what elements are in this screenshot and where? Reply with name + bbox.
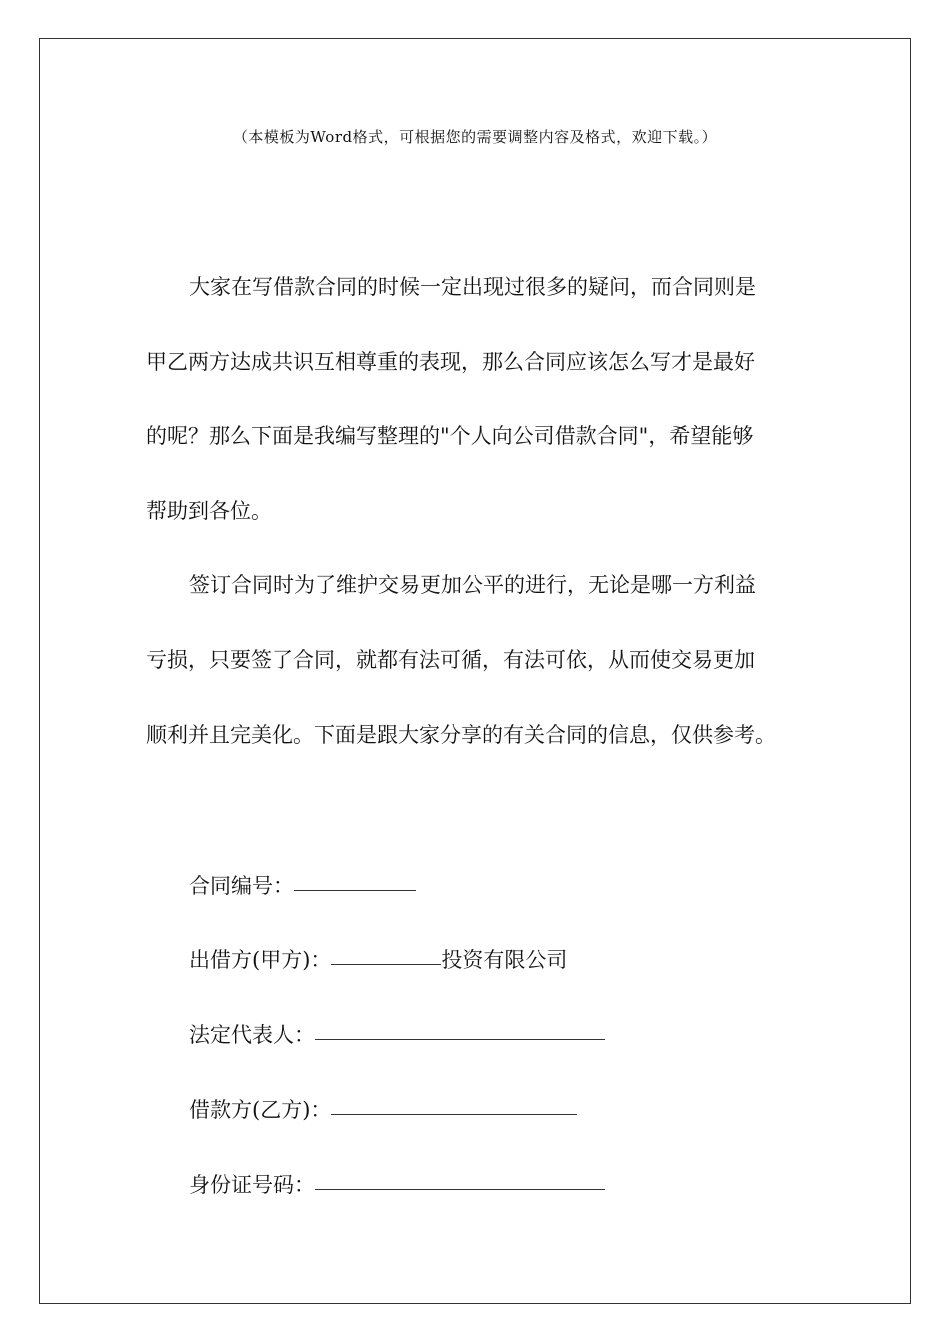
borrower-blank[interactable] xyxy=(331,1092,577,1115)
lender-name-blank[interactable] xyxy=(331,942,441,965)
field-legal-representative xyxy=(189,1019,605,1050)
id-number-blank[interactable] xyxy=(315,1167,605,1190)
field-id-number xyxy=(189,1169,605,1200)
paragraph-2-line-1: 签订合同时为了维护交易更加公平的进行，无论是哪一方利益 xyxy=(189,573,756,597)
contract-number-blank[interactable] xyxy=(294,868,416,891)
field-lender xyxy=(189,944,567,975)
legal-representative-blank[interactable] xyxy=(315,1017,605,1040)
field-borrower xyxy=(189,1094,577,1125)
field-lender-suffix: 投资有限公司 xyxy=(441,948,568,972)
field-contract-number xyxy=(189,870,416,901)
field-lender-label: 出借方(甲方)： xyxy=(189,948,332,972)
template-note: （本模板为Word格式，可根据您的需要调整内容及格式，欢迎下载。） xyxy=(232,128,718,146)
paragraph-2-line-3: 顺利并且完美化。下面是跟大家分享的有关合同的信息，仅供参考。 xyxy=(146,723,776,747)
field-borrower-label: 借款方(乙方)： xyxy=(189,1098,332,1122)
field-contract-number-label: 合同编号： xyxy=(189,874,294,898)
paragraph-1-line-3: 的呢？那么下面是我编写整理的"个人向公司借款合同"，希望能够 xyxy=(146,424,754,448)
field-legal-representative-label: 法定代表人： xyxy=(189,1023,315,1047)
paragraph-1-line-2: 甲乙两方达成共识互相尊重的表现，那么合同应该怎么写才是最好 xyxy=(146,350,755,374)
field-id-number-label: 身份证号码： xyxy=(189,1173,315,1197)
paragraph-1-line-4: 帮助到各位。 xyxy=(146,499,272,523)
paragraph-1-line-1: 大家在写借款合同的时候一定出现过很多的疑问，而合同则是 xyxy=(189,275,756,299)
paragraph-2-line-2: 亏损，只要签了合同，就都有法可循，有法可依，从而使交易更加 xyxy=(146,648,755,672)
